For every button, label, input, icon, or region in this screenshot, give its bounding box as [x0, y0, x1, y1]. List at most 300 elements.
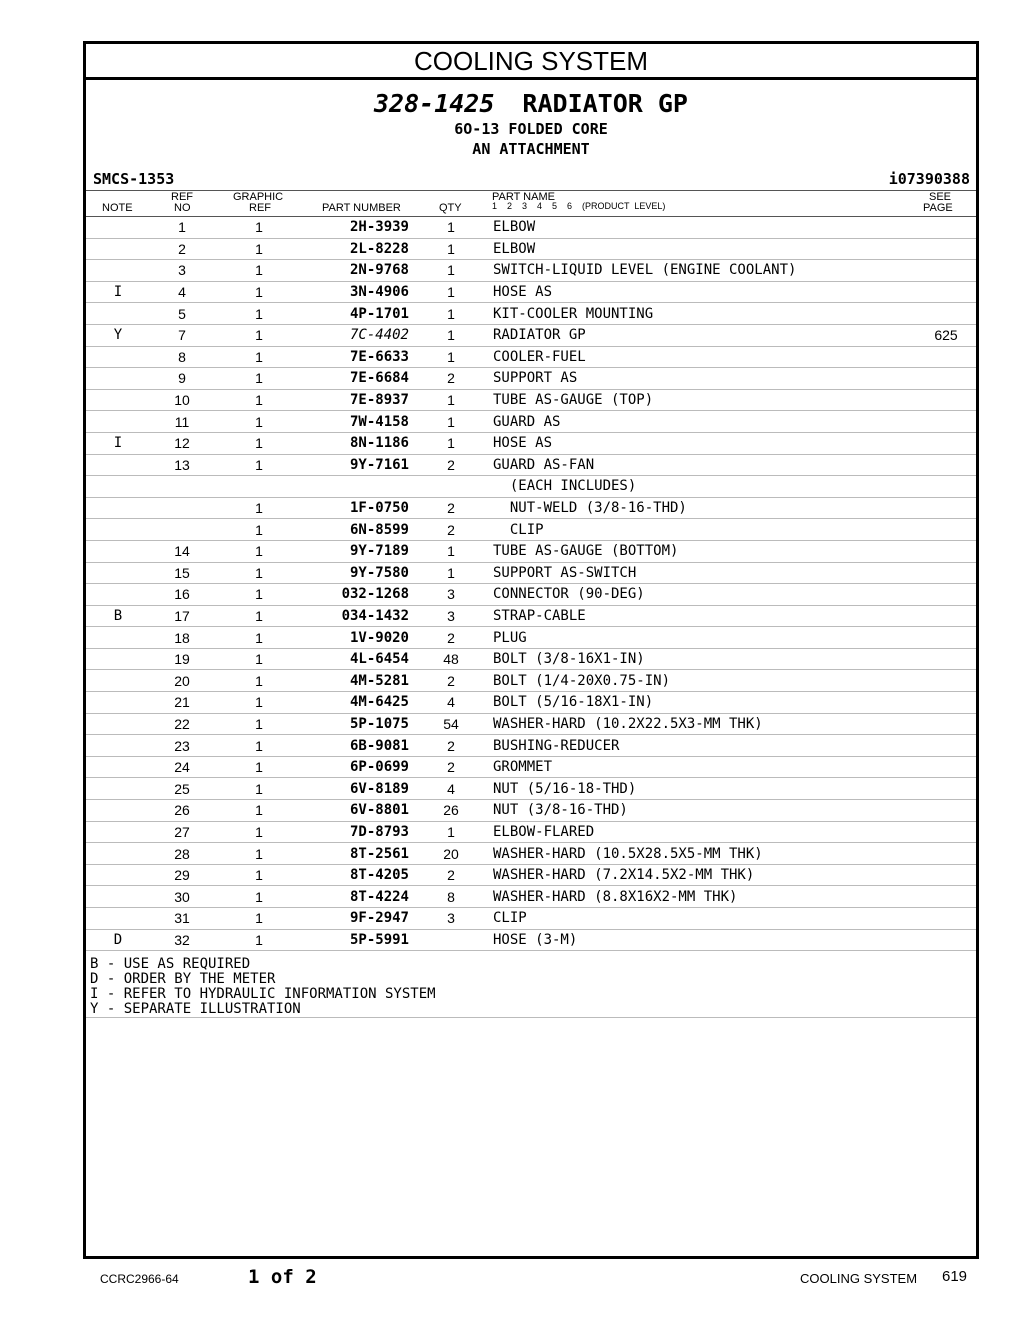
row-part-name: RADIATOR GP	[493, 324, 916, 346]
illustration-id: i07390388	[888, 170, 970, 188]
row-see-page	[916, 368, 976, 390]
row-note	[86, 886, 150, 908]
row-see-page	[916, 238, 976, 260]
row-part-number: 8N-1186	[304, 432, 409, 454]
row-qty: 2	[409, 627, 493, 649]
row-note	[86, 562, 150, 584]
row-see-page	[916, 886, 976, 908]
row-qty: 1	[409, 821, 493, 843]
row-ref-no: 32	[150, 929, 214, 951]
header-part-name: PART NAME	[492, 191, 555, 203]
row-qty: 2	[409, 519, 493, 541]
header-product-level: 1 2 3 4 5 6 (PRODUCT LEVEL)	[492, 201, 666, 211]
row-part-number: 6P-0699	[304, 756, 409, 778]
table-row	[86, 389, 976, 411]
row-part-name: PLUG	[493, 627, 916, 649]
row-part-name: GROMMET	[493, 756, 916, 778]
row-note	[86, 864, 150, 886]
row-see-page	[916, 692, 976, 714]
header-part-number: PART NUMBER	[322, 202, 401, 214]
row-note	[86, 821, 150, 843]
row-graphic-ref: 1	[214, 584, 304, 606]
row-graphic-ref: 1	[214, 627, 304, 649]
header-ref-top: REF	[171, 191, 193, 203]
row-ref-no: 9	[150, 368, 214, 390]
table-row	[86, 324, 976, 346]
row-see-page	[916, 260, 976, 282]
footer-section: COOLING SYSTEM	[800, 1271, 918, 1286]
row-qty: 8	[409, 886, 493, 908]
row-ref-no: 30	[150, 886, 214, 908]
row-graphic-ref: 1	[214, 692, 304, 714]
row-part-name: WASHER-HARD (10.2X22.5X3-MM THK)	[493, 713, 916, 735]
row-ref-no: 27	[150, 821, 214, 843]
row-part-number: 8T-4205	[304, 864, 409, 886]
table-row	[86, 346, 976, 368]
row-see-page	[916, 454, 976, 476]
row-see-page: 625	[916, 324, 976, 346]
row-graphic-ref: 1	[214, 929, 304, 951]
row-graphic-ref: 1	[214, 821, 304, 843]
row-graphic-ref: 1	[214, 519, 304, 541]
note-line: D - ORDER BY THE METER	[90, 971, 276, 988]
row-see-page	[916, 584, 976, 606]
row-part-number: 8T-4224	[304, 886, 409, 908]
row-part-number: 1F-0750	[304, 497, 409, 519]
row-graphic-ref: 1	[214, 864, 304, 886]
row-part-name: TUBE AS-GAUGE (TOP)	[493, 389, 916, 411]
row-ref-no: 15	[150, 562, 214, 584]
row-part-number: 6B-9081	[304, 735, 409, 757]
row-part-name: BOLT (1/4-20X0.75-IN)	[493, 670, 916, 692]
table-row	[86, 281, 976, 303]
row-note	[86, 692, 150, 714]
note-line: B - USE AS REQUIRED	[90, 956, 251, 973]
row-ref-no: 26	[150, 800, 214, 822]
row-ref-no: 5	[150, 303, 214, 325]
row-ref-no: 22	[150, 713, 214, 735]
table-row	[86, 756, 976, 778]
row-note	[86, 627, 150, 649]
row-qty: 2	[409, 670, 493, 692]
row-ref-no: 14	[150, 540, 214, 562]
row-part-name: GUARD AS	[493, 411, 916, 433]
row-graphic-ref: 1	[214, 411, 304, 433]
row-part-name: (EACH INCLUDES)	[493, 476, 916, 498]
row-ref-no: 19	[150, 648, 214, 670]
row-graphic-ref: 1	[214, 605, 304, 627]
row-see-page	[916, 713, 976, 735]
table-row	[86, 670, 976, 692]
row-part-name: NUT (5/16-18-THD)	[493, 778, 916, 800]
header-qty: QTY	[439, 202, 462, 214]
row-part-name: COOLER-FUEL	[493, 346, 916, 368]
row-part-number: 6V-8801	[304, 800, 409, 822]
row-note: I	[86, 432, 150, 454]
row-ref-no: 2	[150, 238, 214, 260]
table-row	[86, 562, 976, 584]
row-part-number: 9Y-7161	[304, 454, 409, 476]
table-row	[86, 735, 976, 757]
row-part-number: 7D-8793	[304, 821, 409, 843]
row-part-number: 7W-4158	[304, 411, 409, 433]
row-see-page	[916, 497, 976, 519]
table-row	[86, 627, 976, 649]
header-graphic-bottom: REF	[249, 202, 271, 214]
row-part-name: BOLT (5/16-18X1-IN)	[493, 692, 916, 714]
table-row	[86, 584, 976, 606]
header-see-bottom: PAGE	[923, 202, 953, 214]
row-note: B	[86, 605, 150, 627]
row-part-number: 7E-6684	[304, 368, 409, 390]
table-row	[86, 713, 976, 735]
table-row	[86, 821, 976, 843]
row-part-name: BUSHING-REDUCER	[493, 735, 916, 757]
row-part-number: 8T-2561	[304, 843, 409, 865]
header-graphic-top: GRAPHIC	[233, 191, 284, 203]
row-part-number: 4M-6425	[304, 692, 409, 714]
row-ref-no	[150, 519, 214, 541]
row-ref-no: 13	[150, 454, 214, 476]
row-ref-no: 24	[150, 756, 214, 778]
row-see-page	[916, 346, 976, 368]
row-part-name: GUARD AS-FAN	[493, 454, 916, 476]
header-ref-bottom: NO	[174, 202, 191, 214]
row-qty: 3	[409, 908, 493, 930]
row-qty: 1	[409, 281, 493, 303]
row-ref-no: 11	[150, 411, 214, 433]
row-note	[86, 540, 150, 562]
table-row	[86, 929, 976, 951]
group-subtitle-2: AN ATTACHMENT	[472, 140, 590, 158]
row-ref-no: 20	[150, 670, 214, 692]
row-qty: 54	[409, 713, 493, 735]
group-part-number: 328-1425	[374, 89, 495, 118]
row-qty: 1	[409, 432, 493, 454]
row-see-page	[916, 778, 976, 800]
row-qty: 3	[409, 605, 493, 627]
row-part-name: NUT (3/8-16-THD)	[493, 800, 916, 822]
row-part-number: 5P-5991	[304, 929, 409, 951]
row-part-name: HOSE AS	[493, 281, 916, 303]
row-part-name: BOLT (3/8-16X1-IN)	[493, 648, 916, 670]
table-row	[86, 260, 976, 282]
row-see-page	[916, 605, 976, 627]
row-note	[86, 238, 150, 260]
smcs-row	[86, 168, 976, 190]
row-graphic-ref: 1	[214, 217, 304, 238]
row-note	[86, 497, 150, 519]
row-see-page	[916, 562, 976, 584]
table-row	[86, 864, 976, 886]
row-graphic-ref: 1	[214, 303, 304, 325]
row-see-page	[916, 411, 976, 433]
row-graphic-ref: 1	[214, 346, 304, 368]
row-ref-no: 21	[150, 692, 214, 714]
row-part-number: 5P-1075	[304, 713, 409, 735]
row-part-name: HOSE (3-M)	[493, 929, 916, 951]
row-part-name: TUBE AS-GAUGE (BOTTOM)	[493, 540, 916, 562]
row-qty: 1	[409, 238, 493, 260]
row-part-number: 9F-2947	[304, 908, 409, 930]
row-graphic-ref: 1	[214, 778, 304, 800]
table-row	[86, 238, 976, 260]
row-see-page	[916, 929, 976, 951]
row-part-number: 2L-8228	[304, 238, 409, 260]
group-title	[86, 89, 976, 119]
row-see-page	[916, 540, 976, 562]
smcs-code: SMCS-1353	[93, 170, 175, 188]
row-note	[86, 843, 150, 865]
table-row	[86, 303, 976, 325]
table-row	[86, 476, 976, 498]
row-qty: 2	[409, 864, 493, 886]
row-qty: 3	[409, 584, 493, 606]
row-qty: 2	[409, 735, 493, 757]
row-ref-no: 3	[150, 260, 214, 282]
row-ref-no	[150, 497, 214, 519]
table-row	[86, 411, 976, 433]
row-note	[86, 346, 150, 368]
row-graphic-ref: 1	[214, 540, 304, 562]
group-name: RADIATOR GP	[522, 89, 688, 118]
row-ref-no: 18	[150, 627, 214, 649]
row-part-name: CONNECTOR (90-DEG)	[493, 584, 916, 606]
row-part-name: WASHER-HARD (7.2X14.5X2-MM THK)	[493, 864, 916, 886]
row-qty: 2	[409, 368, 493, 390]
row-part-number: 3N-4906	[304, 281, 409, 303]
row-see-page	[916, 756, 976, 778]
row-note	[86, 260, 150, 282]
row-graphic-ref: 1	[214, 648, 304, 670]
table-row	[86, 692, 976, 714]
row-see-page	[916, 843, 976, 865]
row-part-number: 9Y-7580	[304, 562, 409, 584]
table-row	[86, 540, 976, 562]
row-note	[86, 670, 150, 692]
row-graphic-ref: 1	[214, 389, 304, 411]
row-part-number: 2H-3939	[304, 217, 409, 238]
table-row	[86, 648, 976, 670]
row-graphic-ref	[214, 476, 304, 498]
row-qty: 1	[409, 260, 493, 282]
section-title: COOLING SYSTEM	[86, 44, 976, 80]
row-note	[86, 584, 150, 606]
row-graphic-ref: 1	[214, 908, 304, 930]
row-note	[86, 908, 150, 930]
row-note: Y	[86, 324, 150, 346]
table-row	[86, 217, 976, 238]
row-part-name: WASHER-HARD (8.8X16X2-MM THK)	[493, 886, 916, 908]
row-note	[86, 454, 150, 476]
row-note	[86, 713, 150, 735]
row-qty	[409, 476, 493, 498]
table-row	[86, 368, 976, 390]
row-part-name: SWITCH-LIQUID LEVEL (ENGINE COOLANT)	[493, 260, 916, 282]
row-part-number: 4P-1701	[304, 303, 409, 325]
row-graphic-ref: 1	[214, 713, 304, 735]
row-see-page	[916, 281, 976, 303]
row-note: D	[86, 929, 150, 951]
row-graphic-ref: 1	[214, 735, 304, 757]
row-qty: 1	[409, 303, 493, 325]
row-part-number: 7E-8937	[304, 389, 409, 411]
row-part-number: 9Y-7189	[304, 540, 409, 562]
group-subtitle-1: 6O-13 FOLDED CORE	[454, 120, 608, 138]
footer-page-of: 1 of 2	[248, 1266, 317, 1288]
row-part-number: 032-1268	[304, 584, 409, 606]
row-part-name: HOSE AS	[493, 432, 916, 454]
row-part-number: 6N-8599	[304, 519, 409, 541]
row-graphic-ref: 1	[214, 454, 304, 476]
row-see-page	[916, 627, 976, 649]
row-qty: 2	[409, 454, 493, 476]
row-part-name: SUPPORT AS	[493, 368, 916, 390]
note-line: I - REFER TO HYDRAULIC INFORMATION SYSTEM	[90, 986, 436, 1003]
row-note	[86, 368, 150, 390]
header-note: NOTE	[102, 202, 133, 214]
row-graphic-ref: 1	[214, 497, 304, 519]
row-see-page	[916, 648, 976, 670]
row-ref-no: 25	[150, 778, 214, 800]
row-note: I	[86, 281, 150, 303]
row-note	[86, 389, 150, 411]
row-ref-no: 23	[150, 735, 214, 757]
row-part-number: 1V-9020	[304, 627, 409, 649]
row-graphic-ref: 1	[214, 368, 304, 390]
row-graphic-ref: 1	[214, 260, 304, 282]
row-part-name: WASHER-HARD (10.5X28.5X5-MM THK)	[493, 843, 916, 865]
row-ref-no: 8	[150, 346, 214, 368]
row-qty: 4	[409, 692, 493, 714]
row-part-name: STRAP-CABLE	[493, 605, 916, 627]
row-ref-no: 4	[150, 281, 214, 303]
row-note	[86, 217, 150, 238]
row-qty: 1	[409, 389, 493, 411]
row-ref-no: 17	[150, 605, 214, 627]
row-graphic-ref: 1	[214, 562, 304, 584]
row-ref-no: 31	[150, 908, 214, 930]
row-graphic-ref: 1	[214, 281, 304, 303]
row-part-number	[304, 476, 409, 498]
row-qty: 1	[409, 346, 493, 368]
table-row	[86, 519, 976, 541]
row-ref-no: 7	[150, 324, 214, 346]
row-ref-no: 12	[150, 432, 214, 454]
row-part-name: ELBOW-FLARED	[493, 821, 916, 843]
row-part-number: 4M-5281	[304, 670, 409, 692]
table-row	[86, 843, 976, 865]
row-part-name: ELBOW	[493, 238, 916, 260]
row-part-name: NUT-WELD (3/8-16-THD)	[493, 497, 916, 519]
row-see-page	[916, 303, 976, 325]
row-qty: 4	[409, 778, 493, 800]
row-note	[86, 519, 150, 541]
row-graphic-ref: 1	[214, 238, 304, 260]
row-ref-no	[150, 476, 214, 498]
row-note	[86, 800, 150, 822]
parts-table	[86, 217, 976, 951]
parts-table-body	[86, 217, 976, 951]
row-ref-no: 16	[150, 584, 214, 606]
row-graphic-ref: 1	[214, 324, 304, 346]
row-part-number: 2N-9768	[304, 260, 409, 282]
row-see-page	[916, 864, 976, 886]
row-ref-no: 28	[150, 843, 214, 865]
page-footer	[0, 1266, 1020, 1290]
row-part-number: 7E-6633	[304, 346, 409, 368]
row-see-page	[916, 908, 976, 930]
table-row	[86, 454, 976, 476]
row-qty: 1	[409, 411, 493, 433]
row-part-number: 034-1432	[304, 605, 409, 627]
row-see-page	[916, 476, 976, 498]
row-see-page	[916, 217, 976, 238]
row-note	[86, 411, 150, 433]
row-part-name: ELBOW	[493, 217, 916, 238]
row-graphic-ref: 1	[214, 886, 304, 908]
row-qty: 26	[409, 800, 493, 822]
row-part-name: CLIP	[493, 908, 916, 930]
row-part-name: KIT-COOLER MOUNTING	[493, 303, 916, 325]
header-see-top: SEE	[929, 191, 952, 203]
row-note	[86, 756, 150, 778]
row-note	[86, 476, 150, 498]
row-graphic-ref: 1	[214, 800, 304, 822]
row-qty: 1	[409, 324, 493, 346]
table-header	[86, 190, 976, 217]
row-see-page	[916, 735, 976, 757]
table-row	[86, 778, 976, 800]
parts-page-frame	[83, 41, 979, 1259]
row-see-page	[916, 519, 976, 541]
row-graphic-ref: 1	[214, 843, 304, 865]
row-note	[86, 735, 150, 757]
row-see-page	[916, 432, 976, 454]
row-qty: 2	[409, 756, 493, 778]
table-row	[86, 497, 976, 519]
row-graphic-ref: 1	[214, 432, 304, 454]
row-see-page	[916, 389, 976, 411]
row-ref-no: 10	[150, 389, 214, 411]
row-ref-no: 29	[150, 864, 214, 886]
row-part-number: 4L-6454	[304, 648, 409, 670]
footer-doc-code: CCRC2966-64	[100, 1272, 179, 1286]
row-note	[86, 648, 150, 670]
row-qty: 1	[409, 217, 493, 238]
row-qty	[409, 929, 493, 951]
table-row	[86, 800, 976, 822]
row-qty: 1	[409, 562, 493, 584]
row-graphic-ref: 1	[214, 756, 304, 778]
row-qty: 1	[409, 540, 493, 562]
table-row	[86, 908, 976, 930]
row-see-page	[916, 800, 976, 822]
row-see-page	[916, 670, 976, 692]
row-see-page	[916, 821, 976, 843]
row-graphic-ref: 1	[214, 670, 304, 692]
row-part-number: 7C-4402	[304, 324, 409, 346]
row-qty: 2	[409, 497, 493, 519]
notes-block	[86, 951, 976, 1018]
row-part-name: CLIP	[493, 519, 916, 541]
row-note	[86, 778, 150, 800]
row-qty: 48	[409, 648, 493, 670]
table-row	[86, 605, 976, 627]
note-line: Y - SEPARATE ILLUSTRATION	[90, 1001, 301, 1018]
row-note	[86, 303, 150, 325]
row-qty: 20	[409, 843, 493, 865]
